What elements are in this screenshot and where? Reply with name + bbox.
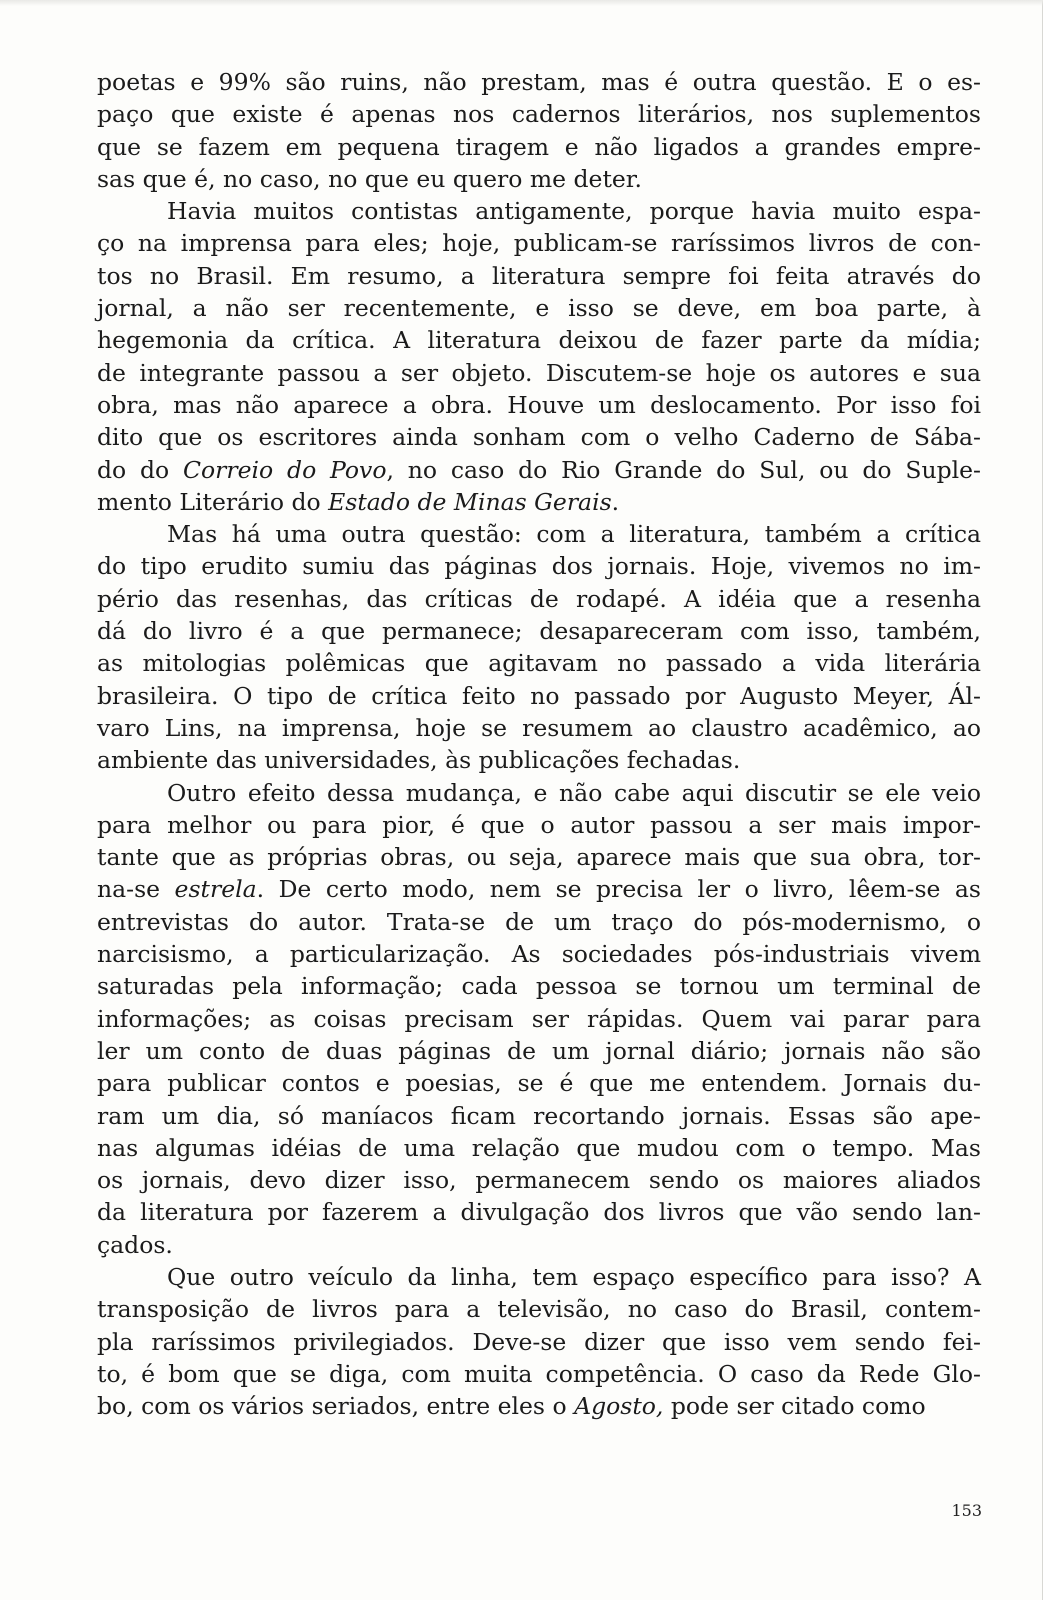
text-line [97, 647, 981, 679]
text-line [97, 1164, 981, 1196]
italic-title: Estado de Minas Gerais [328, 487, 612, 516]
text-run: varo Lins, na imprensa, hoje se resumem ao claustro acadêmico, ao [97, 713, 981, 742]
italic-title: estrela [174, 875, 257, 904]
text-run: da literatura por fazerem a divulgação dos livros que vão sendo lan- [97, 1198, 981, 1227]
text-run: mento Literário do [97, 487, 329, 516]
paragraph [97, 1261, 981, 1422]
paragraph [97, 66, 981, 195]
text-run: . [611, 487, 620, 516]
text-line [97, 712, 981, 744]
text-line [97, 938, 981, 970]
text-line [97, 550, 981, 582]
text-run: pério das resenhas, das críticas de rodapé. A idéia que a resenha [97, 584, 981, 613]
text-run: do tipo erudito sumiu das páginas dos jornais. Hoje, vivemos no im- [97, 552, 981, 581]
text-run: ambiente das universidades, às publicações fechadas. [97, 746, 741, 775]
text-line [97, 195, 981, 227]
text-line [97, 163, 981, 195]
text-run: Outro efeito dessa mudança, e não cabe aqui discutir se ele veio [167, 778, 981, 807]
text-line [97, 324, 981, 356]
text-run: para publicar contos e poesias, se é que me entendem. Jornais du- [97, 1069, 981, 1098]
text-line [97, 1035, 981, 1067]
text-line [97, 1358, 981, 1390]
text-run: jornal, a não ser recentemente, e isso se deve, em boa parte, à [97, 294, 981, 323]
text-line [97, 744, 981, 776]
text-line [97, 389, 981, 421]
text-line [97, 518, 981, 550]
text-line [97, 1326, 981, 1358]
text-run: ler um conto de duas páginas de um jornal diário; jornais não são [97, 1036, 981, 1065]
text-line [97, 227, 981, 259]
text-run: sas que é, no caso, no que eu quero me deter. [97, 164, 642, 193]
text-line [97, 454, 981, 486]
page-number: 153 [951, 1501, 982, 1520]
text-run: Que outro veículo da linha, tem espaço específico para isso? A [167, 1262, 981, 1291]
text-run: as mitologias polêmicas que agitavam no passado a vida literária [97, 649, 981, 678]
text-run: obra, mas não aparece a obra. Houve um deslocamento. Por isso foi [97, 390, 981, 419]
text-run: dito que os escritores ainda sonham com o velho Caderno de Sába- [97, 423, 981, 452]
text-run: informações; as coisas precisam ser rápidas. Quem vai parar para [97, 1004, 981, 1033]
text-run: os jornais, devo dizer isso, permanecem sendo os maiores aliados [97, 1166, 981, 1195]
text-line [97, 292, 981, 324]
text-run: tos no Brasil. Em resumo, a literatura sempre foi feita através do [97, 261, 981, 290]
text-line [97, 1132, 981, 1164]
text-run: paço que existe é apenas nos cadernos literários, nos suplementos [97, 100, 981, 129]
text-run: do do [97, 455, 184, 484]
text-run: Mas há uma outra questão: com a literatura, também a crítica [167, 520, 981, 549]
text-run: entrevistas do autor. Trata-se de um traço do pós-modernismo, o [97, 907, 981, 936]
text-line [97, 615, 981, 647]
text-run: to, é bom que se diga, com muita competência. O caso da Rede Glo- [97, 1359, 981, 1388]
italic-title: Agosto, [574, 1392, 664, 1421]
text-run: çados. [97, 1230, 173, 1259]
text-run: pode ser citado como [663, 1392, 926, 1421]
text-line [97, 1100, 981, 1132]
italic-title: Correio do Povo [183, 455, 387, 484]
text-line [97, 98, 981, 130]
text-line [97, 131, 981, 163]
text-line [97, 841, 981, 873]
text-run: na-se [97, 875, 175, 904]
text-run: brasileira. O tipo de crítica feito no passado por Augusto Meyer, Ál- [97, 681, 981, 710]
text-line [97, 680, 981, 712]
text-run: . De certo modo, nem se precisa ler o livro, lêem-se as [256, 875, 981, 904]
text-run: Havia muitos contistas antigamente, porque havia muito espa- [167, 197, 981, 226]
text-line [97, 809, 981, 841]
text-line [97, 873, 981, 905]
text-run: saturadas pela informação; cada pessoa se tornou um terminal de [97, 972, 981, 1001]
paragraph [97, 518, 981, 776]
text-run: de integrante passou a ser objeto. Discutem-se hoje os autores e sua [97, 358, 981, 387]
text-line [97, 583, 981, 615]
text-run: narcisismo, a particularização. As sociedades pós-industriais vivem [97, 940, 981, 969]
text-run: hegemonia da crítica. A literatura deixou de fazer parte da mídia; [97, 326, 981, 355]
body-text [97, 66, 981, 1422]
text-line [97, 66, 981, 98]
text-line [97, 1196, 981, 1228]
text-line [97, 486, 981, 518]
text-line [97, 906, 981, 938]
text-line [97, 1229, 981, 1261]
text-run: transposição de livros para a televisão, no caso do Brasil, contem- [97, 1295, 981, 1324]
text-line [97, 1261, 981, 1293]
text-line [97, 777, 981, 809]
paragraph [97, 777, 981, 1261]
text-run: para melhor ou para pior, é que o autor passou a ser mais impor- [97, 810, 981, 839]
text-line [97, 1293, 981, 1325]
text-line [97, 260, 981, 292]
text-line [97, 1067, 981, 1099]
text-run: ram um dia, só maníacos ficam recortando jornais. Essas são ape- [97, 1101, 981, 1130]
text-run: ço na imprensa para eles; hoje, publicam-se raríssimos livros de con- [97, 229, 981, 258]
page-edge-shadow [0, 0, 1043, 6]
text-line [97, 421, 981, 453]
text-line [97, 1390, 981, 1422]
text-run: nas algumas idéias de uma relação que mudou com o tempo. Mas [97, 1133, 981, 1162]
text-run: dá do livro é a que permanece; desapareceram com isso, também, [97, 617, 981, 646]
text-run: tante que as próprias obras, ou seja, aparece mais que sua obra, tor- [97, 843, 981, 872]
paragraph [97, 195, 981, 518]
text-line [97, 357, 981, 389]
text-run: pla raríssimos privilegiados. Deve-se dizer que isso vem sendo fei- [97, 1327, 981, 1356]
text-line [97, 1003, 981, 1035]
text-run: que se fazem em pequena tiragem e não ligados a grandes empre- [97, 132, 981, 161]
text-run: poetas e 99% são ruins, não prestam, mas é outra questão. E o es- [97, 68, 981, 96]
text-run: bo, com os vários seriados, entre eles o [97, 1392, 575, 1421]
text-line [97, 970, 981, 1002]
text-run: , no caso do Rio Grande do Sul, ou do Suple- [386, 455, 981, 484]
